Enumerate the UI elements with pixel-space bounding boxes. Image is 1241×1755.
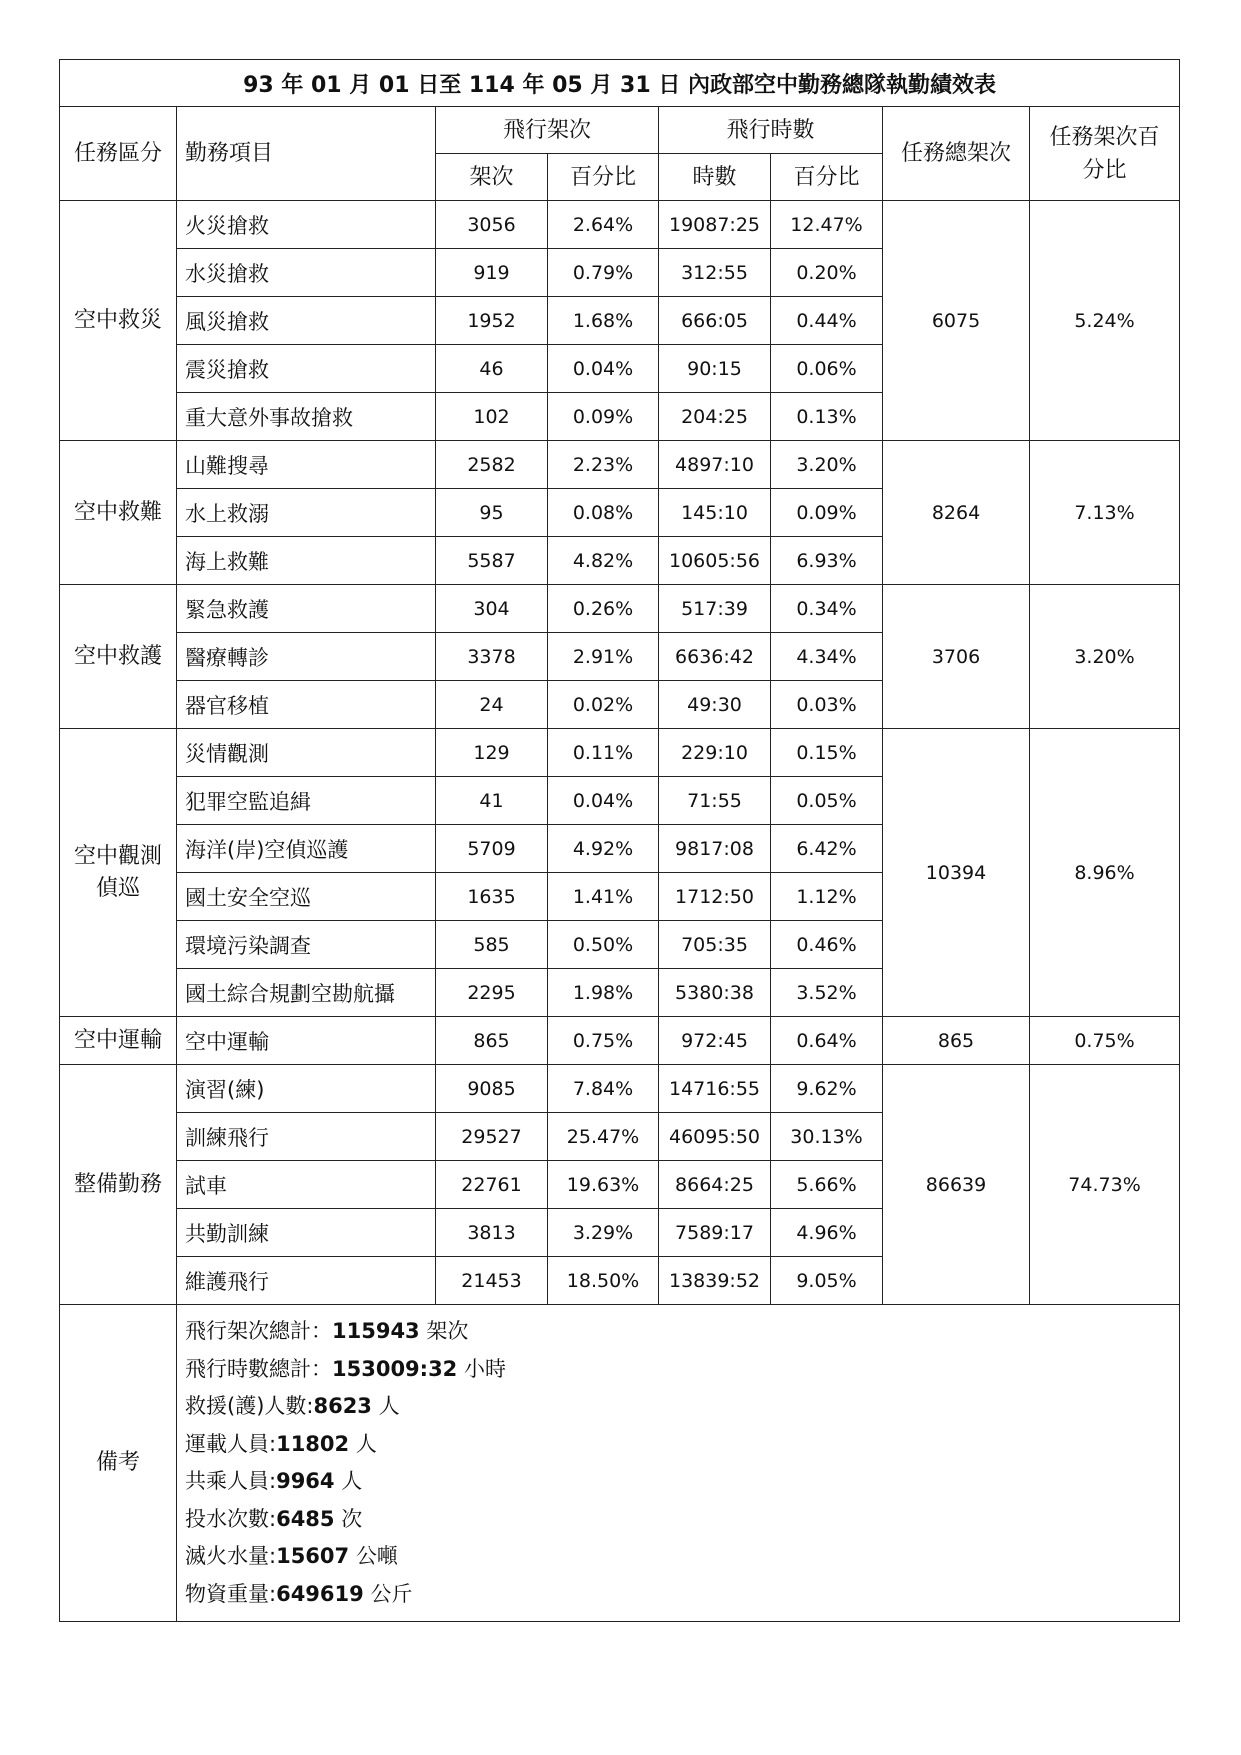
remark-line — [185, 1463, 1171, 1501]
sorties-pct-cell: 0.79% — [548, 249, 659, 297]
item-cell: 風災搶救 — [177, 297, 436, 345]
performance-table — [59, 59, 1180, 1622]
remark-label: 共乘人員: — [185, 1469, 277, 1493]
sorties-cell: 21453 — [436, 1257, 548, 1305]
sorties-cell: 865 — [436, 1017, 548, 1065]
remark-value: 115943 — [332, 1319, 420, 1343]
group-pct-cell: 5.24% — [1030, 201, 1180, 441]
item-cell: 醫療轉診 — [177, 633, 436, 681]
group-pct-cell: 74.73% — [1030, 1065, 1180, 1305]
hours-cell: 90:15 — [659, 345, 771, 393]
sorties-pct-cell: 2.23% — [548, 441, 659, 489]
table-row — [60, 201, 1180, 249]
hours-pct-cell: 0.34% — [771, 585, 883, 633]
sorties-cell: 46 — [436, 345, 548, 393]
hours-pct-cell: 12.47% — [771, 201, 883, 249]
hours-cell: 517:39 — [659, 585, 771, 633]
remark-label: 運載人員: — [185, 1431, 277, 1456]
remark-value: 153009:32 — [332, 1356, 458, 1381]
hours-cell: 13839:52 — [659, 1257, 771, 1305]
hours-cell: 6636:42 — [659, 633, 771, 681]
remark-value: 11802 — [276, 1431, 350, 1456]
sorties-cell: 1952 — [436, 297, 548, 345]
item-cell: 震災搶救 — [177, 345, 436, 393]
item-cell: 訓練飛行 — [177, 1113, 436, 1161]
item-cell: 火災搶救 — [177, 201, 436, 249]
sorties-pct-cell: 4.82% — [548, 537, 659, 585]
sorties-cell: 2582 — [436, 441, 548, 489]
hours-cell: 229:10 — [659, 729, 771, 777]
remark-label: 飛行時數總計： — [185, 1356, 332, 1381]
category-cell: 空中運輸 — [60, 1017, 177, 1065]
sorties-pct-cell: 0.08% — [548, 489, 659, 537]
header-total: 任務總架次 — [883, 107, 1030, 201]
hours-cell: 972:45 — [659, 1017, 771, 1065]
sorties-pct-cell: 0.50% — [548, 921, 659, 969]
item-cell: 緊急救護 — [177, 585, 436, 633]
hours-cell: 14716:55 — [659, 1065, 771, 1113]
sorties-cell: 5587 — [436, 537, 548, 585]
remarks-row — [60, 1305, 1180, 1622]
sorties-cell: 29527 — [436, 1113, 548, 1161]
group-total-cell: 86639 — [883, 1065, 1030, 1305]
item-cell: 共勤訓練 — [177, 1209, 436, 1257]
hours-cell: 1712:50 — [659, 873, 771, 921]
item-cell: 水災搶救 — [177, 249, 436, 297]
hours-pct-cell: 0.44% — [771, 297, 883, 345]
sorties-cell: 1635 — [436, 873, 548, 921]
hours-cell: 4897:10 — [659, 441, 771, 489]
sorties-pct-cell: 0.09% — [548, 393, 659, 441]
remark-value: 8623 — [313, 1394, 372, 1418]
hours-cell: 8664:25 — [659, 1161, 771, 1209]
header-pct-total: 任務架次百分比 — [1030, 107, 1180, 201]
remark-unit: 公噸 — [349, 1544, 398, 1568]
table-row — [60, 1065, 1180, 1113]
header-flights-group: 飛行架次 — [436, 107, 659, 154]
header-hours-pct: 百分比 — [771, 154, 883, 201]
category-cell: 空中救護 — [60, 585, 177, 729]
remark-value: 649619 — [276, 1581, 364, 1606]
category-cell: 空中救難 — [60, 441, 177, 585]
sorties-cell: 95 — [436, 489, 548, 537]
hours-cell: 49:30 — [659, 681, 771, 729]
hours-pct-cell: 30.13% — [771, 1113, 883, 1161]
sorties-pct-cell: 4.92% — [548, 825, 659, 873]
hours-cell: 7589:17 — [659, 1209, 771, 1257]
hours-pct-cell: 0.03% — [771, 681, 883, 729]
remark-unit: 人 — [371, 1394, 400, 1418]
item-cell: 維護飛行 — [177, 1257, 436, 1305]
sorties-pct-cell: 1.98% — [548, 969, 659, 1017]
sorties-cell: 129 — [436, 729, 548, 777]
item-cell: 環境污染調查 — [177, 921, 436, 969]
remark-unit: 次 — [334, 1506, 363, 1531]
hours-pct-cell: 9.05% — [771, 1257, 883, 1305]
group-pct-cell: 8.96% — [1030, 729, 1180, 1017]
header-sorties-pct: 百分比 — [548, 154, 659, 201]
sorties-cell: 3378 — [436, 633, 548, 681]
group-total-cell: 865 — [883, 1017, 1030, 1065]
category-cell: 空中救災 — [60, 201, 177, 441]
sorties-cell: 22761 — [436, 1161, 548, 1209]
remark-value: 15607 — [276, 1544, 350, 1568]
remark-unit: 架次 — [419, 1319, 469, 1343]
table-title: 93 年 01 月 01 日至 114 年 05 月 31 日 內政部空中勤務總隊執勤績效表 — [60, 60, 1180, 107]
hours-pct-cell: 0.09% — [771, 489, 883, 537]
header-sorties: 架次 — [436, 154, 548, 201]
remark-line — [185, 1426, 1171, 1464]
item-cell: 演習(練) — [177, 1065, 436, 1113]
sorties-pct-cell: 1.41% — [548, 873, 659, 921]
sorties-cell: 919 — [436, 249, 548, 297]
hours-cell: 10605:56 — [659, 537, 771, 585]
sorties-pct-cell: 1.68% — [548, 297, 659, 345]
header-hours: 時數 — [659, 154, 771, 201]
remark-unit: 人 — [349, 1431, 377, 1456]
sorties-cell: 3813 — [436, 1209, 548, 1257]
table-row — [60, 441, 1180, 489]
sorties-cell: 2295 — [436, 969, 548, 1017]
hours-pct-cell: 4.34% — [771, 633, 883, 681]
remark-label: 救援(護)人數: — [185, 1394, 314, 1418]
item-cell: 試車 — [177, 1161, 436, 1209]
hours-cell: 19087:25 — [659, 201, 771, 249]
hours-pct-cell: 0.64% — [771, 1017, 883, 1065]
sorties-cell: 24 — [436, 681, 548, 729]
remarks-label: 備考 — [60, 1305, 177, 1622]
remark-label: 投水次數: — [185, 1506, 277, 1531]
hours-pct-cell: 0.15% — [771, 729, 883, 777]
table-row — [60, 729, 1180, 777]
item-cell: 災情觀測 — [177, 729, 436, 777]
sorties-cell: 9085 — [436, 1065, 548, 1113]
remark-line — [185, 1576, 1171, 1614]
hours-pct-cell: 0.13% — [771, 393, 883, 441]
hours-pct-cell: 6.42% — [771, 825, 883, 873]
header-region: 任務區分 — [60, 107, 177, 201]
group-pct-cell: 0.75% — [1030, 1017, 1180, 1065]
remark-unit: 公斤 — [363, 1581, 413, 1606]
item-cell: 犯罪空監追緝 — [177, 777, 436, 825]
header-hours-group: 飛行時數 — [659, 107, 883, 154]
hours-pct-cell: 9.62% — [771, 1065, 883, 1113]
remark-label: 飛行架次總計： — [185, 1319, 332, 1343]
table-row — [60, 1017, 1180, 1065]
sorties-pct-cell: 0.11% — [548, 729, 659, 777]
remark-line — [185, 1313, 1171, 1351]
remark-value: 6485 — [276, 1506, 335, 1531]
sorties-cell: 585 — [436, 921, 548, 969]
table-row — [60, 585, 1180, 633]
hours-cell: 312:55 — [659, 249, 771, 297]
hours-pct-cell: 1.12% — [771, 873, 883, 921]
sorties-pct-cell: 0.02% — [548, 681, 659, 729]
item-cell: 國土安全空巡 — [177, 873, 436, 921]
sorties-cell: 3056 — [436, 201, 548, 249]
sorties-pct-cell: 0.26% — [548, 585, 659, 633]
remark-line — [185, 1388, 1171, 1426]
item-cell: 空中運輸 — [177, 1017, 436, 1065]
item-cell: 器官移植 — [177, 681, 436, 729]
remark-label: 物資重量: — [185, 1581, 277, 1606]
sorties-pct-cell: 2.64% — [548, 201, 659, 249]
hours-cell: 145:10 — [659, 489, 771, 537]
hours-cell: 705:35 — [659, 921, 771, 969]
hours-pct-cell: 3.20% — [771, 441, 883, 489]
hours-pct-cell: 3.52% — [771, 969, 883, 1017]
remark-line — [185, 1351, 1171, 1389]
hours-cell: 5380:38 — [659, 969, 771, 1017]
hours-pct-cell: 0.20% — [771, 249, 883, 297]
hours-pct-cell: 5.66% — [771, 1161, 883, 1209]
hours-cell: 666:05 — [659, 297, 771, 345]
hours-pct-cell: 4.96% — [771, 1209, 883, 1257]
sorties-pct-cell: 7.84% — [548, 1065, 659, 1113]
item-cell: 山難搜尋 — [177, 441, 436, 489]
item-cell: 國土綜合規劃空勘航攝 — [177, 969, 436, 1017]
remark-unit: 人 — [334, 1469, 363, 1493]
sorties-pct-cell: 3.29% — [548, 1209, 659, 1257]
sorties-cell: 5709 — [436, 825, 548, 873]
sorties-pct-cell: 0.04% — [548, 345, 659, 393]
remark-unit: 小時 — [457, 1356, 506, 1381]
hours-pct-cell: 0.06% — [771, 345, 883, 393]
sorties-pct-cell: 18.50% — [548, 1257, 659, 1305]
hours-pct-cell: 6.93% — [771, 537, 883, 585]
sorties-cell: 41 — [436, 777, 548, 825]
item-cell: 海上救難 — [177, 537, 436, 585]
group-total-cell: 10394 — [883, 729, 1030, 1017]
remark-line — [185, 1501, 1171, 1539]
hours-pct-cell: 0.05% — [771, 777, 883, 825]
hours-cell: 9817:08 — [659, 825, 771, 873]
sorties-pct-cell: 25.47% — [548, 1113, 659, 1161]
group-total-cell: 6075 — [883, 201, 1030, 441]
remark-value: 9964 — [276, 1469, 335, 1493]
item-cell: 水上救溺 — [177, 489, 436, 537]
hours-cell: 204:25 — [659, 393, 771, 441]
item-cell: 重大意外事故搶救 — [177, 393, 436, 441]
hours-pct-cell: 0.46% — [771, 921, 883, 969]
sorties-pct-cell: 0.04% — [548, 777, 659, 825]
sorties-cell: 102 — [436, 393, 548, 441]
remarks-content — [177, 1305, 1180, 1622]
group-pct-cell: 3.20% — [1030, 585, 1180, 729]
group-total-cell: 8264 — [883, 441, 1030, 585]
sorties-pct-cell: 19.63% — [548, 1161, 659, 1209]
category-cell: 空中觀測偵巡 — [60, 729, 177, 1017]
item-cell: 海洋(岸)空偵巡護 — [177, 825, 436, 873]
hours-cell: 71:55 — [659, 777, 771, 825]
group-total-cell: 3706 — [883, 585, 1030, 729]
remark-label: 滅火水量: — [185, 1544, 277, 1568]
sorties-pct-cell: 0.75% — [548, 1017, 659, 1065]
hours-cell: 46095:50 — [659, 1113, 771, 1161]
header-item: 勤務項目 — [177, 107, 436, 201]
group-pct-cell: 7.13% — [1030, 441, 1180, 585]
sorties-pct-cell: 2.91% — [548, 633, 659, 681]
sorties-cell: 304 — [436, 585, 548, 633]
category-cell: 整備勤務 — [60, 1065, 177, 1305]
remark-line — [185, 1538, 1171, 1576]
